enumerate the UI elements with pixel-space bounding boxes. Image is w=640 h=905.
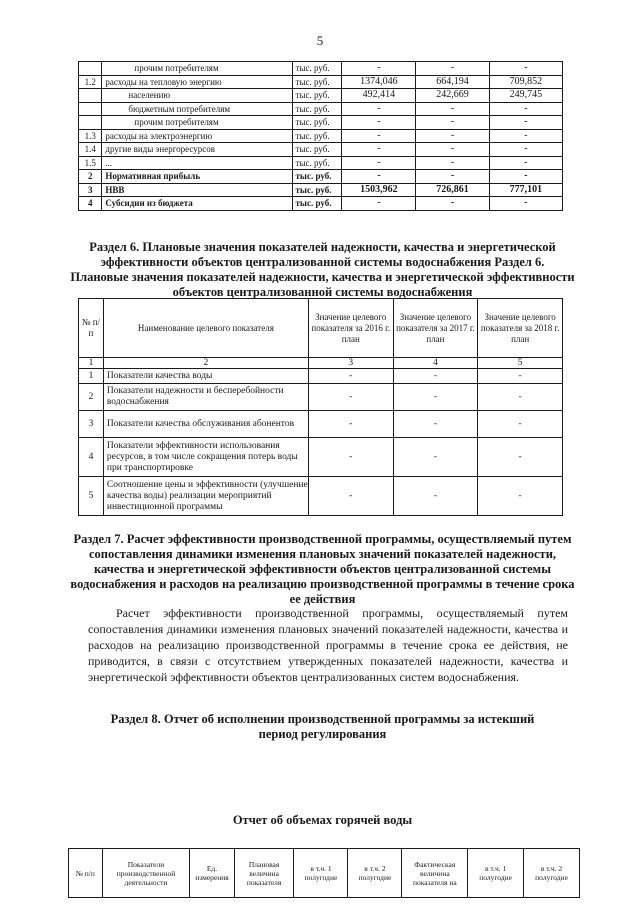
cost-row-2018: - [489,102,562,116]
cost-row-unit: тыс. руб. [292,129,342,143]
indicator-2018: - [478,411,563,438]
cost-row-2017: 242,669 [416,89,489,103]
cost-row-name: ... [102,156,292,170]
indicator-num: 3 [79,411,104,438]
cost-row-num [79,102,102,116]
cost-row-unit: тыс. руб. [292,143,342,157]
indicator-2018: - [478,384,563,411]
cost-row-2018: 777,101 [489,183,562,197]
cost-table [78,61,563,211]
hot-water-table [68,848,580,898]
cost-row [79,102,563,116]
cost-row-unit: тыс. руб. [292,102,342,116]
cost-row-name: НВВ [102,183,292,197]
cost-row-name: прочим потребителям [102,62,292,76]
indicator-num: 2 [79,384,104,411]
header-2018: Значение целевого показателя за 2018 г. план [478,299,563,358]
cost-row-2017: - [416,116,489,130]
cost-row-2016: - [342,197,416,211]
cost-row-num: 1.3 [79,129,102,143]
hot-water-header-cell: в т.ч. 1 полугодие [294,849,348,898]
cost-row-2016: - [342,143,416,157]
cost-row-unit: тыс. руб. [292,156,342,170]
cost-row-name: Нормативная прибыль [102,170,292,184]
cost-row-2016: 1503,962 [342,183,416,197]
cost-row-2016: - [342,156,416,170]
cost-row-num: 1.5 [79,156,102,170]
hot-water-header-cell: в т.ч. 2 полугодие [348,849,402,898]
cost-row-num [79,62,102,76]
cost-row-2018: - [489,156,562,170]
cost-row-2018: - [489,129,562,143]
indicator-row [79,438,563,477]
indicator-num: 5 [79,477,104,516]
indicator-name: Показатели надежности и бесперебойности водоснабжения [103,384,308,411]
hot-water-header-cell: Показатели производственной деятельности [102,849,190,898]
section7-heading: Раздел 7. Расчет эффективности производственной программы, осуществляемый путем сопоставления динамики изменения плановых значений показателей надежности, качества и энергетической эффективности объектов централизованной системы водоснабжения и расходов на реализацию производственной программы в течение срока ее действия [70,532,575,606]
indicator-name: Соотношение цены и эффективности (улучшение качества воды) реализации мероприятий инвестиционной программы [103,477,308,516]
indicator-2016: - [308,411,393,438]
cost-row-2017: - [416,102,489,116]
cost-row-2017: - [416,197,489,211]
cost-row-2016: - [342,102,416,116]
cost-row [79,89,563,103]
cost-row-name: прочим потребителям [102,116,292,130]
page-number: 5 [316,33,324,48]
indicator-2016: - [308,438,393,477]
cost-row [79,183,563,197]
indicators-table [78,298,563,516]
cost-row-unit: тыс. руб. [292,116,342,130]
cost-row-unit: тыс. руб. [292,75,342,89]
cost-row-2016: - [342,62,416,76]
cost-row-2016: 492,414 [342,89,416,103]
colnum-4: 4 [393,358,478,369]
indicator-2017: - [393,477,478,516]
cost-row-2018: - [489,62,562,76]
cost-row-2016: - [342,129,416,143]
cost-row-name: Субсидии из бюджета [102,197,292,211]
header-2016: Значение целевого показателя за 2016 г. план [308,299,393,358]
cost-row-2017: - [416,170,489,184]
cost-row-num [79,89,102,103]
colnum-2: 2 [103,358,308,369]
cost-row-num: 4 [79,197,102,211]
cost-row-name: расходы на тепловую энергию [102,75,292,89]
section7-paragraph [88,605,568,685]
section7-paragraph-text: Расчет эффективности производственной программы, осуществляемый путем сопоставления динамики изменения плановых значений показателей надежности, качества и расходов на реализацию производственной программы в течение срока ее действия, не приводится, в связи с отсутствием утвержденных показателей надежности, качества и энергетической эффективности объектов централизованных систем водоснабжения. [88,606,568,684]
hot-water-table-title: Отчет об объемах горячей воды [232,813,413,827]
hot-water-table-header [69,849,580,898]
cost-row-name: расходы на электроэнергию [102,129,292,143]
hot-water-header-cell: Плановая величина показателя [234,849,294,898]
indicator-2018: - [478,477,563,516]
indicator-2017: - [393,369,478,384]
cost-row-unit: тыс. руб. [292,197,342,211]
cost-row-2016: - [342,170,416,184]
cost-row-num [79,116,102,130]
cost-row-name: населению [102,89,292,103]
cost-row-2018: 709,852 [489,75,562,89]
indicator-name: Показатели качества обслуживания абонентов [103,411,308,438]
colnum-1: 1 [79,358,104,369]
cost-row [79,156,563,170]
indicator-num: 1 [79,369,104,384]
cost-row-2017: 726,861 [416,183,489,197]
cost-row-name: другие виды энергоресурсов [102,143,292,157]
indicator-row [79,384,563,411]
section8-heading: Раздел 8. Отчет об исполнении производственной программы за истекший период регулирования [110,712,535,741]
indicator-name: Показатели качества воды [103,369,308,384]
indicator-2018: - [478,369,563,384]
cost-row-2017: - [416,156,489,170]
cost-row-2018: - [489,197,562,211]
cost-row-2018: - [489,143,562,157]
hot-water-header-cell: № п/п [69,849,103,898]
cost-row-2017: - [416,129,489,143]
indicator-2016: - [308,369,393,384]
cost-row [79,62,563,76]
colnum-3: 3 [308,358,393,369]
indicator-2017: - [393,438,478,477]
cost-row-num: 1.4 [79,143,102,157]
indicator-row [79,477,563,516]
section6-heading: Раздел 6. Плановые значения показателей надежности, качества и энергетической эффективности объектов централизованной системы водоснабжения Раздел 6. Плановые значения показателей надежности, качества и энергетической эффективности объектов централизованной системы водоснабжения [70,240,575,299]
cost-row-2016: - [342,116,416,130]
hot-water-header-cell: Фактическая величина показателя на [402,849,468,898]
indicator-2016: - [308,384,393,411]
indicator-num: 4 [79,438,104,477]
cost-row-num: 2 [79,170,102,184]
cost-row [79,170,563,184]
cost-row-2018: - [489,116,562,130]
cost-row-2016: 1374,046 [342,75,416,89]
cost-row-2018: 249,745 [489,89,562,103]
cost-row-2017: - [416,62,489,76]
cost-row-2017: - [416,143,489,157]
cost-row [79,75,563,89]
indicator-row [79,369,563,384]
cost-row-unit: тыс. руб. [292,183,342,197]
cost-row-name: бюджетным потребителям [102,102,292,116]
cost-row-unit: тыс. руб. [292,89,342,103]
cost-table-body [79,62,563,211]
cost-row-2018: - [489,170,562,184]
cost-row [79,116,563,130]
cost-row-2017: 664,194 [416,75,489,89]
indicators-table-body [79,369,563,516]
hot-water-header-cell: Ед. измерения [190,849,234,898]
cost-row [79,129,563,143]
cost-row [79,143,563,157]
header-2017: Значение целевого показателя за 2017 г. план [393,299,478,358]
cost-row-num: 3 [79,183,102,197]
cost-row [79,197,563,211]
indicator-2017: - [393,384,478,411]
cost-row-num: 1.2 [79,75,102,89]
indicator-2018: - [478,438,563,477]
indicator-2017: - [393,411,478,438]
header-num: № п/ п [79,299,104,358]
cost-row-unit: тыс. руб. [292,170,342,184]
header-name: Наименование целевого показателя [103,299,308,358]
cost-row-unit: тыс. руб. [292,62,342,76]
indicator-2016: - [308,477,393,516]
indicator-row [79,411,563,438]
hot-water-header-cell: в т.ч. 1 полугодие [468,849,524,898]
hot-water-header-cell: в т.ч. 2 полугодие [524,849,580,898]
indicator-name: Показатели эффективности использования ресурсов, в том числе сокращения потерь воды при транспортировке [103,438,308,477]
colnum-5: 5 [478,358,563,369]
